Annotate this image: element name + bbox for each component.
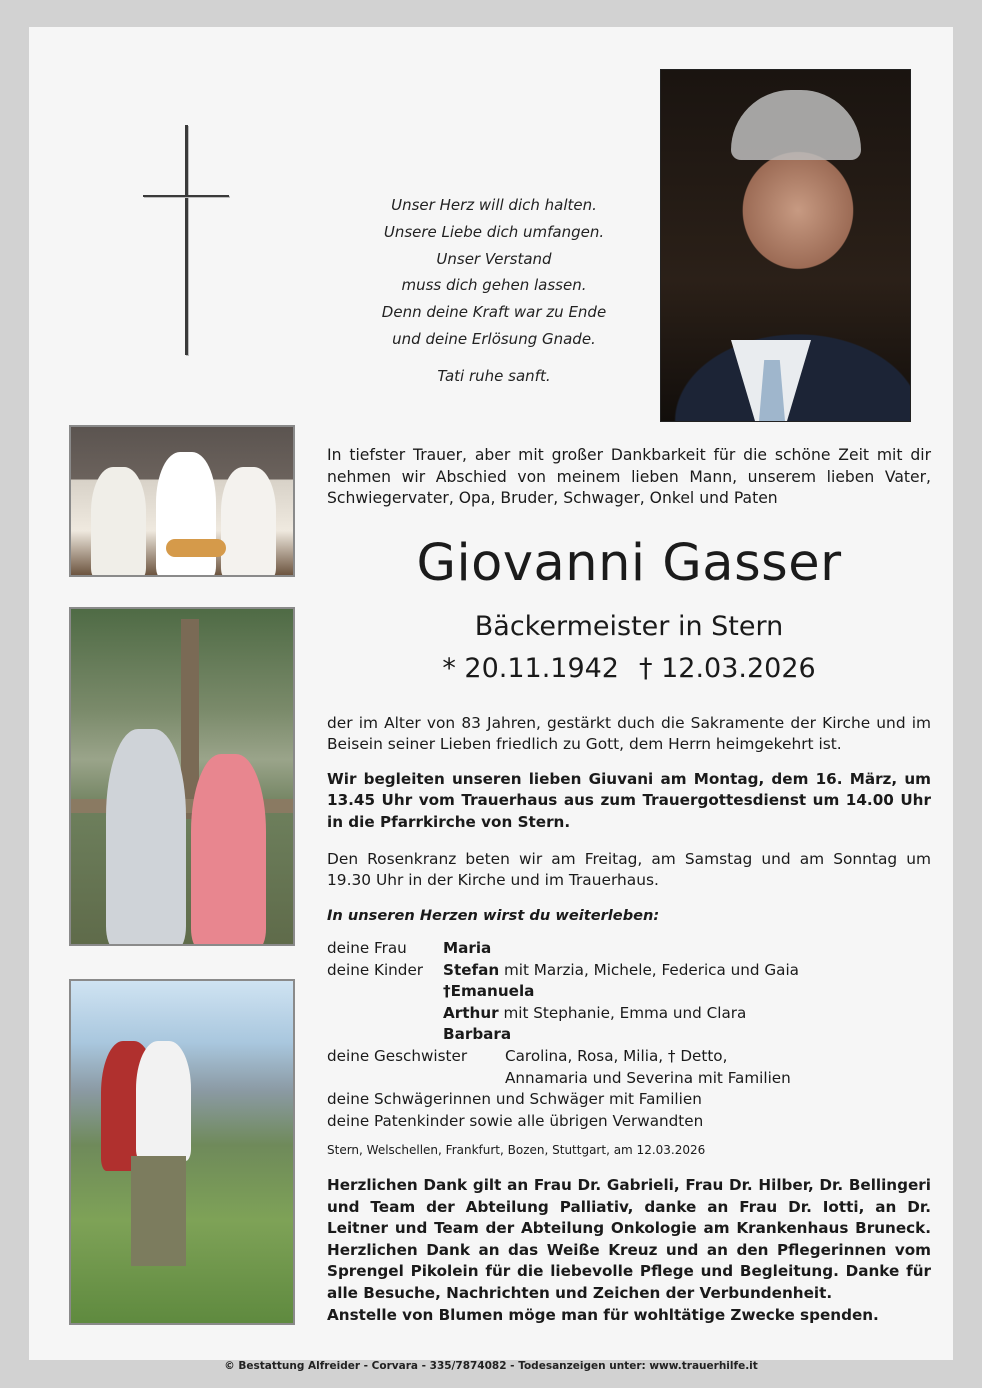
intro-text: In tiefster Trauer, aber mit großer Dankbarkeit für die schöne Zeit mit dir nehmen wir Abschied von meinem lieben Mann, unserem lieben Vater, Schwiegervater, Opa, Bruder, Schwager, Onkel und Paten bbox=[327, 446, 931, 508]
family-row bbox=[327, 1024, 931, 1046]
family-label: deine Schwägerinnen und Schwäger mit Familien bbox=[327, 1090, 702, 1109]
family-row bbox=[327, 938, 931, 960]
obituary-sheet bbox=[29, 27, 953, 1360]
poem-line: muss dich gehen lassen. bbox=[401, 276, 587, 295]
family-row bbox=[327, 1003, 931, 1025]
family-row bbox=[327, 1111, 931, 1133]
poem-closing: Tati ruhe sanft. bbox=[437, 366, 551, 385]
life-dates bbox=[327, 653, 931, 684]
hearts-heading: In unseren Herzen wirst du weiterleben: bbox=[327, 907, 660, 924]
funeral-paragraph: Wir begleiten unseren lieben Giuvani am Montag, dem 16. März, um 13.45 Uhr vom Trauerhaus aus zum Trauergottesdienst um 14.00 Uhr in die Pfarrkirche von Stern. bbox=[327, 770, 931, 831]
poem bbox=[329, 192, 659, 390]
cross-icon bbox=[185, 125, 188, 355]
family-name: Stefan bbox=[443, 960, 500, 979]
flowers-note: Anstelle von Blumen möge man für wohltätige Zwecke spenden. bbox=[327, 1306, 879, 1324]
cross-icon-bar bbox=[143, 195, 229, 197]
portrait-photo bbox=[660, 69, 911, 422]
poem-line: Denn deine Kraft war zu Ende bbox=[381, 303, 607, 322]
family-row bbox=[327, 1068, 931, 1090]
family-label: deine Kinder bbox=[327, 960, 424, 979]
family-name: Maria bbox=[443, 939, 492, 957]
age-paragraph: der im Alter von 83 Jahren, gestärkt duch die Sakramente der Kirche und im Beisein seiner Lieben friedlich zu Gott, dem Herrn heimgekehrt ist. bbox=[327, 714, 931, 754]
deceased-profession: Bäckermeister in Stern bbox=[474, 611, 784, 642]
family-row bbox=[327, 1089, 931, 1111]
family-row bbox=[327, 1046, 931, 1068]
poem-line: Unsere Liebe dich umfangen. bbox=[383, 222, 605, 241]
rosary-paragraph: Den Rosenkranz beten wir am Freitag, am Samstag und am Sonntag um 19.30 Uhr in der Kirche und im Trauerhaus. bbox=[327, 850, 931, 890]
family-label: deine Patenkinder sowie alle übrigen Verwandten bbox=[327, 1111, 704, 1130]
poem-line: und deine Erlösung Gnade. bbox=[392, 329, 596, 348]
footer-credit: © Bestattung Alfreider - Corvara - 335/7874082 - Todesanzeigen unter: www.trauerhilfe.it bbox=[224, 1360, 758, 1372]
family-detail: mit Marzia, Michele, Federica und Gaia bbox=[499, 960, 799, 979]
hiker-photo bbox=[69, 979, 295, 1325]
couple-photo bbox=[69, 607, 295, 946]
family-label: deine Frau bbox=[327, 939, 407, 957]
family-name: †Emanuela bbox=[443, 982, 535, 1001]
family-row bbox=[327, 960, 931, 982]
poem-line: Unser Verstand bbox=[436, 249, 552, 268]
birth-date: * 20.11.1942 bbox=[442, 653, 619, 684]
poem-line: Unser Herz will dich halten. bbox=[391, 196, 597, 214]
family-detail: Carolina, Rosa, Milia, † Detto, bbox=[505, 1046, 728, 1065]
family-row bbox=[327, 981, 931, 1003]
thanks-paragraph: Herzlichen Dank gilt an Frau Dr. Gabrieli, Frau Dr. Hilber, Dr. Bellingeri und Team der Abteilung Palliativ, danke an Frau Dr. Iotti, an Dr. Leitner und Team der Abteilung Onkologie am Krankenhaus Bruneck. Herzlichen Dank an das Weiße Kreuz und an den Pflegerinnen vom Sprengel Pikolein für die liebevolle Pflege und Begleitung. Danke für alle Besuche, Nachrichten und Zeichen der Verbundenheit. bbox=[327, 1176, 931, 1302]
death-date: † 12.03.2026 bbox=[639, 653, 816, 684]
family-detail: mit Stephanie, Emma und Clara bbox=[498, 1003, 747, 1022]
family-label: deine Geschwister bbox=[327, 1046, 468, 1065]
place-date: Stern, Welschellen, Frankfurt, Bozen, Stuttgart, am 12.03.2026 bbox=[327, 1143, 706, 1157]
bakery-photo bbox=[69, 425, 295, 577]
family-list bbox=[327, 938, 931, 1132]
deceased-name: Giovanni Gasser bbox=[416, 534, 842, 593]
family-detail: Annamaria und Severina mit Familien bbox=[505, 1068, 791, 1087]
family-name: Barbara bbox=[443, 1025, 512, 1044]
family-name: Arthur bbox=[443, 1003, 499, 1022]
